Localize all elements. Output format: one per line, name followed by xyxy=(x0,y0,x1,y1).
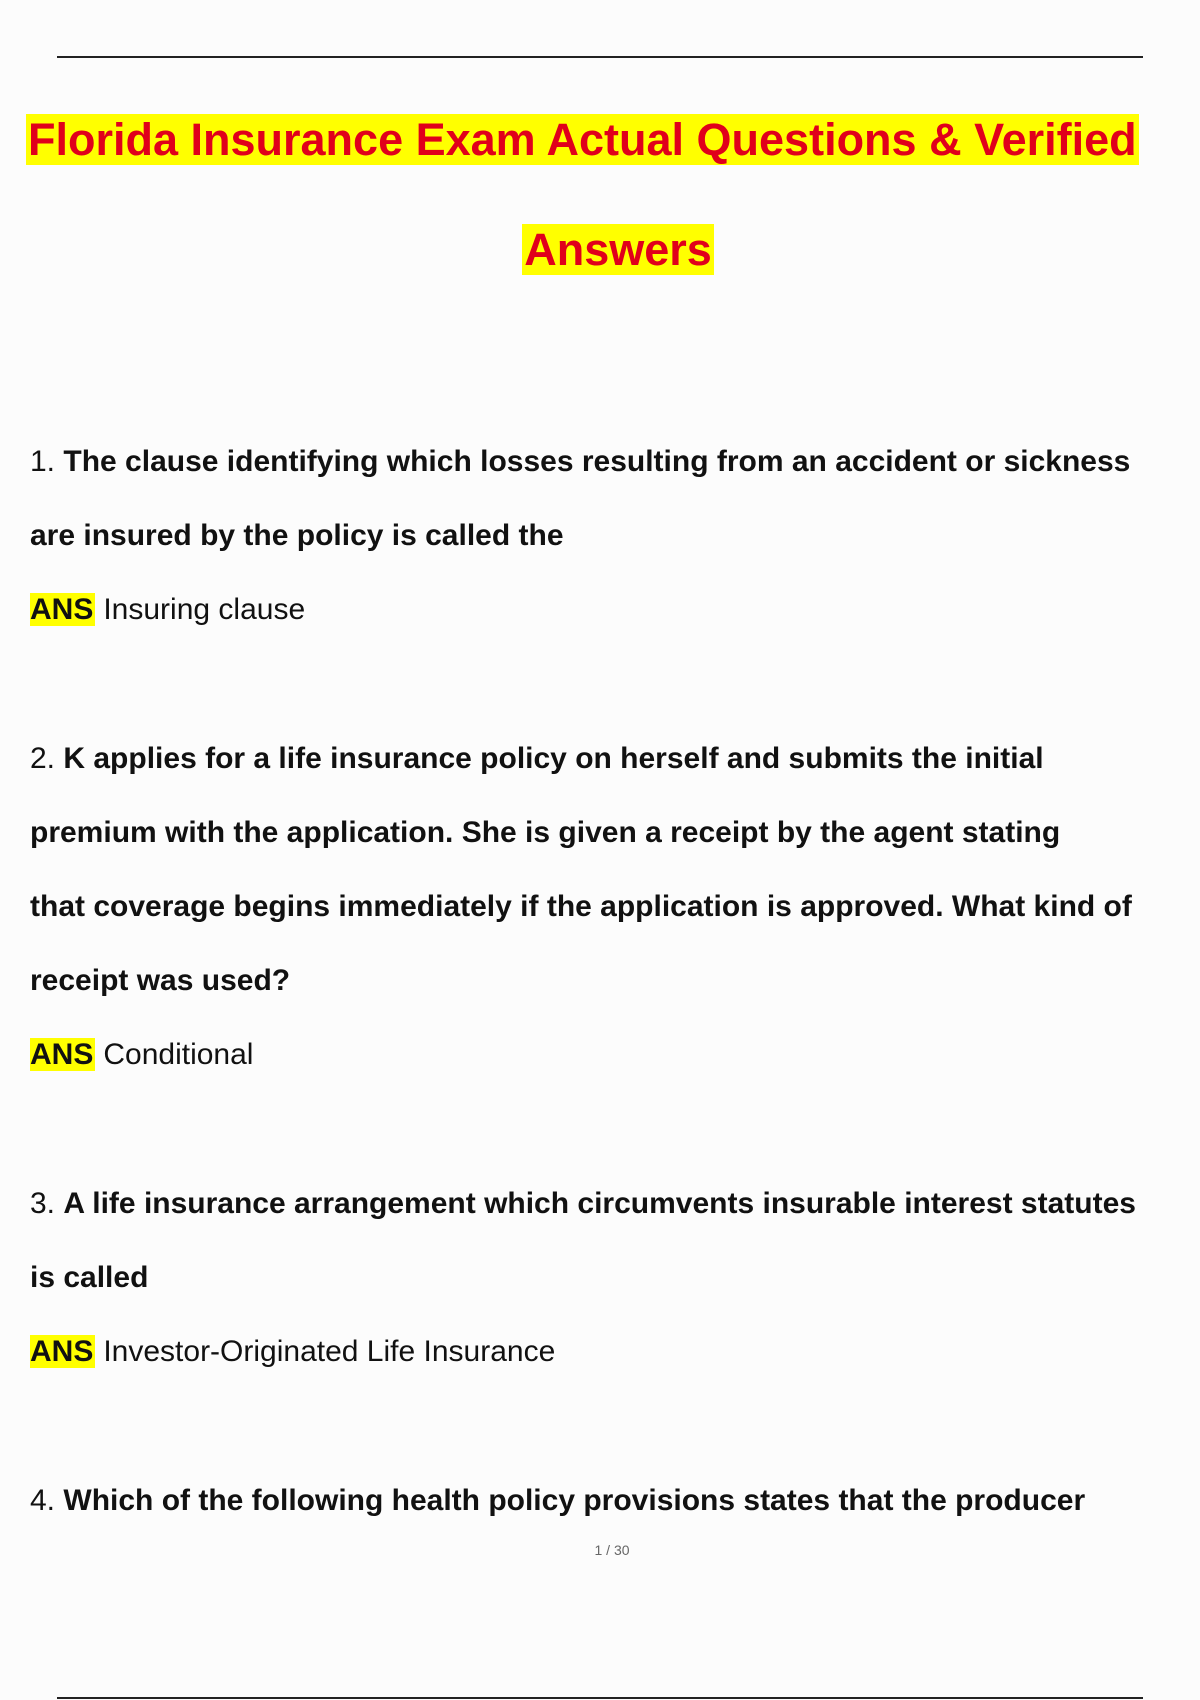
question-1-line-1 xyxy=(30,442,1130,482)
title-highlight: Florida Insurance Exam Actual Questions & Verified xyxy=(28,114,1137,165)
answer-badge: ANS xyxy=(30,593,94,626)
question-3-line-1 xyxy=(30,1184,1136,1224)
answer-text: Conditional xyxy=(103,1038,254,1071)
page-indicator: 1 / 30 xyxy=(594,1542,630,1558)
answer-text: Insuring clause xyxy=(103,593,306,626)
question-text: premium with the application. She is given a receipt by the agent stating xyxy=(30,816,1061,849)
question-4-line-1 xyxy=(30,1481,1085,1521)
question-2-line-3 xyxy=(30,887,1132,927)
question-3-line-2 xyxy=(30,1258,148,1298)
question-text: is called xyxy=(30,1261,149,1294)
question-number: 1. xyxy=(30,445,56,478)
question-text: Which of the following health policy provisions states that the producer xyxy=(63,1484,1086,1517)
top-divider xyxy=(57,56,1143,58)
answer-2 xyxy=(30,1035,253,1075)
answer-badge: ANS xyxy=(30,1335,94,1368)
answer-text: Investor-Originated Life Insurance xyxy=(103,1335,556,1368)
document-title-line-1 xyxy=(26,112,1200,168)
question-number: 2. xyxy=(30,742,56,775)
question-number: 3. xyxy=(30,1187,56,1220)
answer-3 xyxy=(30,1332,555,1372)
question-text: are insured by the policy is called the xyxy=(30,519,564,552)
question-2-line-4 xyxy=(30,961,290,1001)
question-number: 4. xyxy=(30,1484,56,1517)
question-text: K applies for a life insurance policy on herself and submits the initial xyxy=(63,742,1044,775)
answer-badge: ANS xyxy=(30,1038,94,1071)
question-1-line-2 xyxy=(30,516,564,556)
document-title-line-2 xyxy=(0,222,1200,278)
question-text: A life insurance arrangement which circumvents insurable interest statutes xyxy=(63,1187,1136,1220)
question-text: The clause identifying which losses resulting from an accident or sickness xyxy=(63,445,1131,478)
title-highlight: Answers xyxy=(524,224,712,275)
question-2-line-1 xyxy=(30,739,1044,779)
bottom-divider xyxy=(57,1697,1143,1699)
answer-1 xyxy=(30,590,305,630)
question-text: receipt was used? xyxy=(30,964,291,997)
question-2-line-2 xyxy=(30,813,1060,853)
question-text: that coverage begins immediately if the application is approved. What kind of xyxy=(30,890,1132,923)
